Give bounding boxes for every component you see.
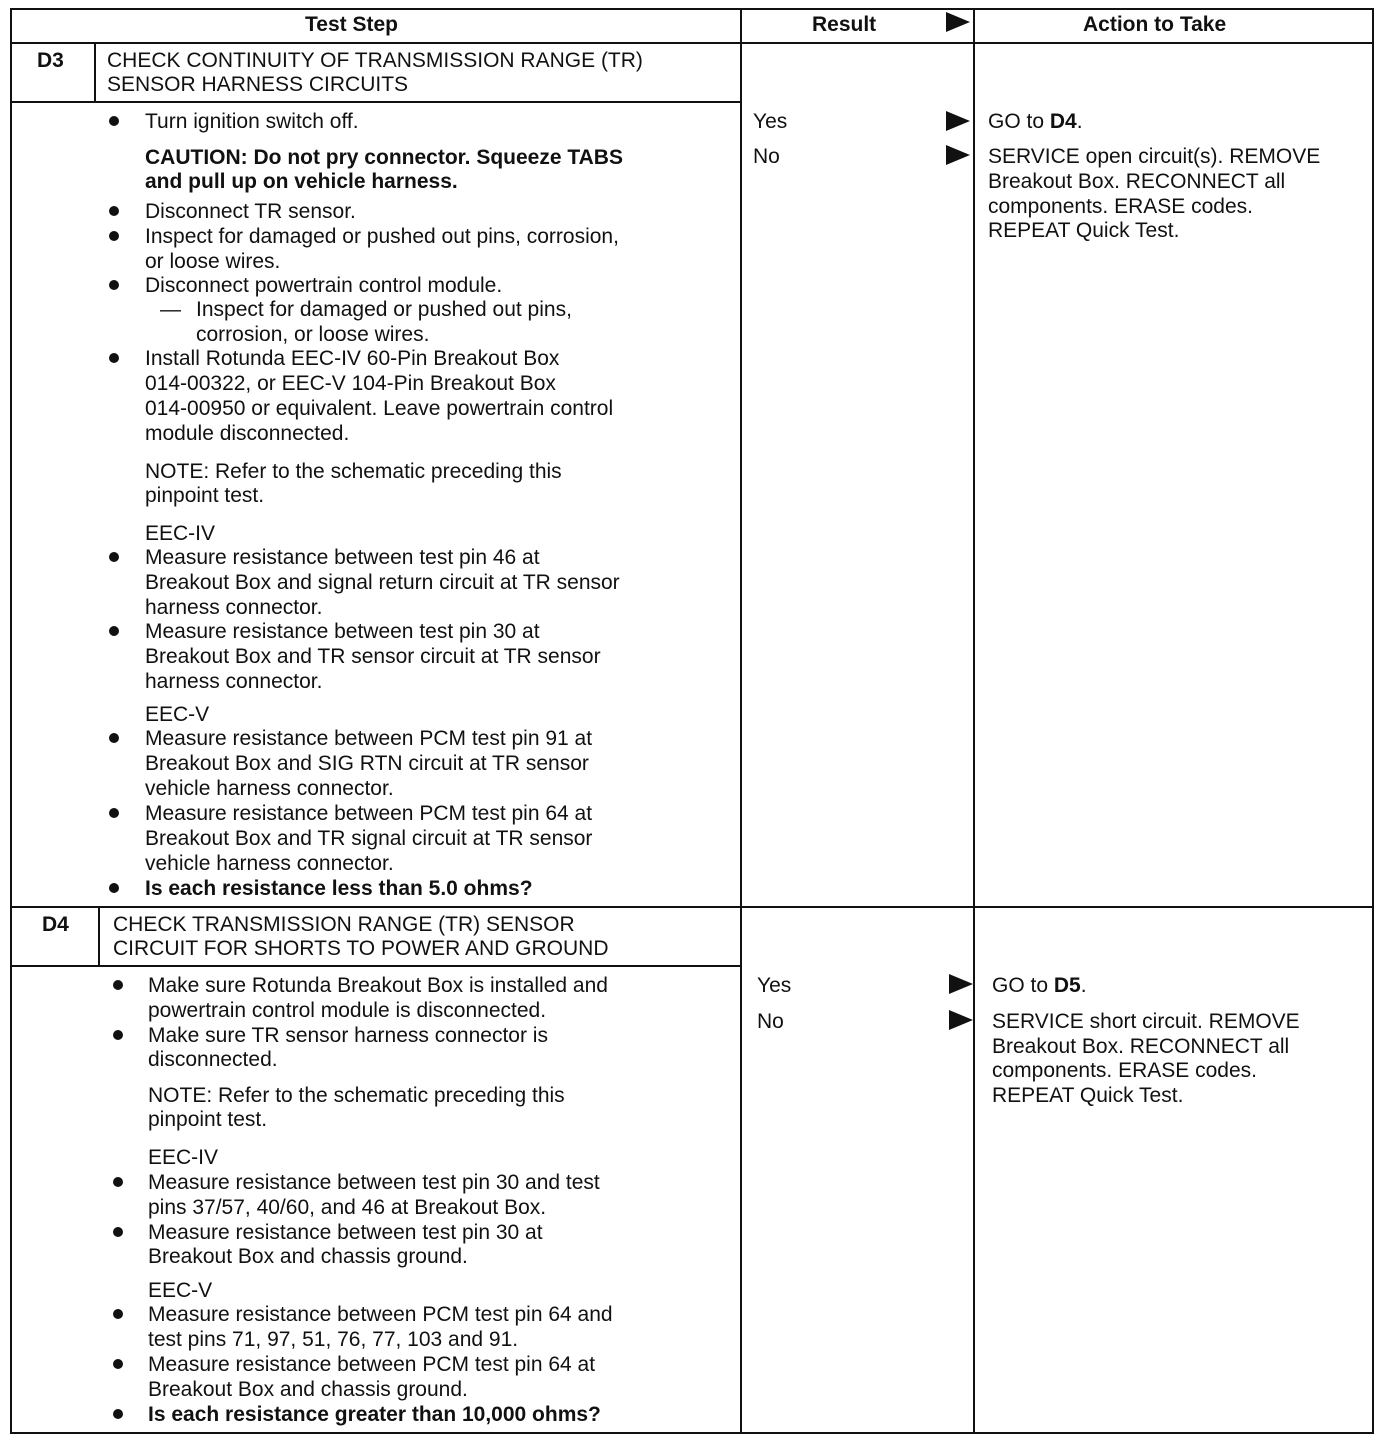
d3-line: 014-00322, or EEC-V 104-Pin Breakout Box xyxy=(145,372,556,395)
d3-result-no: No xyxy=(753,145,780,168)
arrow-right-icon xyxy=(946,111,970,131)
d4-title-line-1: CHECK TRANSMISSION RANGE (TR) SENSOR xyxy=(113,913,575,936)
bullet-icon xyxy=(109,883,119,893)
bullet-icon xyxy=(109,231,119,241)
bullet-icon xyxy=(113,1030,123,1040)
d3-line: Breakout Box and TR signal circuit at TR sensor xyxy=(145,827,593,850)
d4-note: pinpoint test. xyxy=(148,1108,268,1131)
dash-icon: — xyxy=(160,298,181,321)
d3-line: Inspect for damaged or pushed out pins, xyxy=(196,298,572,321)
d3-id-divider xyxy=(94,42,96,102)
d4-line: disconnected. xyxy=(148,1048,278,1071)
d4-step-id: D4 xyxy=(42,913,69,936)
d3-line: Install Rotunda EEC-IV 60-Pin Breakout Box xyxy=(145,347,560,370)
d4-result-no: No xyxy=(757,1010,784,1033)
bullet-icon xyxy=(113,1359,123,1369)
d4-title-line-2: CIRCUIT FOR SHORTS TO POWER AND GROUND xyxy=(113,937,609,960)
d4-subheading: EEC-IV xyxy=(148,1146,219,1169)
d3-action-no: REPEAT Quick Test. xyxy=(988,219,1180,242)
d3-line: harness connector. xyxy=(145,596,323,619)
arrow-right-icon xyxy=(946,145,970,165)
d4-line: Measure resistance between test pin 30 and test xyxy=(148,1171,600,1194)
d3-action-no: components. ERASE codes. xyxy=(988,195,1253,218)
arrow-right-icon xyxy=(949,974,973,994)
d4-line: powertrain control module is disconnected. xyxy=(148,999,547,1022)
d4-line: Breakout Box and chassis ground. xyxy=(148,1378,468,1401)
d4-line: pins 37/57, 40/60, and 46 at Breakout Box. xyxy=(148,1196,547,1219)
d3-line: Measure resistance between test pin 30 at xyxy=(145,620,540,643)
bullet-icon xyxy=(113,1309,123,1319)
d3-line: Breakout Box and TR sensor circuit at TR sensor xyxy=(145,645,601,668)
d4-line: test pins 71, 97, 51, 76, 77, 103 and 91. xyxy=(148,1328,519,1351)
arrow-right-icon xyxy=(949,1010,973,1030)
d3-note: NOTE: Refer to the schematic preceding this xyxy=(145,460,562,483)
bullet-icon xyxy=(109,552,119,562)
d3-line: Disconnect powertrain control module. xyxy=(145,274,503,297)
bullet-icon xyxy=(113,1227,123,1237)
d3-line: Breakout Box and signal return circuit at TR sensor xyxy=(145,571,620,594)
d4-line: Breakout Box and chassis ground. xyxy=(148,1245,468,1268)
d4-title-underline xyxy=(10,965,741,967)
bullet-icon xyxy=(113,1409,123,1419)
d4-line: Make sure Rotunda Breakout Box is installed and xyxy=(148,974,608,997)
d3-line: Turn ignition switch off. xyxy=(145,110,359,133)
header-result-arrow-icon xyxy=(946,12,970,32)
d3-action-yes: GO to D4. xyxy=(988,110,1083,133)
d3-subheading: EEC-IV xyxy=(145,522,216,545)
d3-line: Measure resistance between PCM test pin 64 at xyxy=(145,802,593,825)
d4-action-yes: GO to D5. xyxy=(992,974,1087,997)
d3-action-no: Breakout Box. RECONNECT all xyxy=(988,170,1286,193)
header-divider xyxy=(10,42,1374,44)
d4-subheading: EEC-V xyxy=(148,1279,213,1302)
d4-action-yes-target: D5 xyxy=(1053,974,1081,997)
table-border-left xyxy=(10,8,12,1434)
d4-line: Measure resistance between PCM test pin 64 at xyxy=(148,1353,596,1376)
d3-line: corrosion, or loose wires. xyxy=(196,323,430,346)
d3-line: Measure resistance between test pin 46 at xyxy=(145,546,540,569)
d3-line: harness connector. xyxy=(145,670,323,693)
bullet-icon xyxy=(113,980,123,990)
header-test-step: Test Step xyxy=(305,13,398,36)
row-divider-d3-d4 xyxy=(10,906,1374,908)
bullet-icon xyxy=(109,206,119,216)
d3-line: or loose wires. xyxy=(145,250,281,273)
table-border-bottom xyxy=(10,1432,1374,1434)
d3-action-yes-target: D4 xyxy=(1049,110,1077,133)
header-result: Result xyxy=(812,13,877,36)
d4-line: Measure resistance between PCM test pin 64 and xyxy=(148,1303,613,1326)
bullet-icon xyxy=(109,626,119,636)
d4-action-no: REPEAT Quick Test. xyxy=(992,1084,1184,1107)
bullet-icon xyxy=(109,808,119,818)
d3-caution: CAUTION: Do not pry connector. Squeeze TABS xyxy=(145,146,623,169)
d4-question: Is each resistance greater than 10,000 ohms? xyxy=(148,1403,601,1426)
d3-subheading: EEC-V xyxy=(145,703,210,726)
d4-line: Make sure TR sensor harness connector is xyxy=(148,1024,548,1047)
d3-line: vehicle harness connector. xyxy=(145,777,394,800)
d3-title-underline xyxy=(10,101,741,103)
bullet-icon xyxy=(113,1177,123,1187)
d3-line: 014-00950 or equivalent. Leave powertrain control xyxy=(145,397,614,420)
table-border-right xyxy=(1372,8,1374,1434)
d3-line: vehicle harness connector. xyxy=(145,852,394,875)
bullet-icon xyxy=(109,733,119,743)
d3-title-line-1: CHECK CONTINUITY OF TRANSMISSION RANGE (TR) xyxy=(107,49,643,72)
d3-question: Is each resistance less than 5.0 ohms? xyxy=(145,877,533,900)
bullet-icon xyxy=(109,116,119,126)
d3-result-yes: Yes xyxy=(753,110,788,133)
col-divider-result-action xyxy=(973,8,975,1434)
d3-caution: and pull up on vehicle harness. xyxy=(145,170,458,193)
d4-action-no: components. ERASE codes. xyxy=(992,1059,1257,1082)
d4-line: Measure resistance between test pin 30 at xyxy=(148,1221,543,1244)
d3-line: Measure resistance between PCM test pin 91 at xyxy=(145,727,593,750)
d4-result-yes: Yes xyxy=(757,974,792,997)
d3-step-id: D3 xyxy=(37,49,64,72)
d3-title-line-2: SENSOR HARNESS CIRCUITS xyxy=(107,73,409,96)
header-action: Action to Take xyxy=(1083,13,1227,36)
d3-line: module disconnected. xyxy=(145,422,350,445)
d4-note: NOTE: Refer to the schematic preceding this xyxy=(148,1084,565,1107)
d3-line: Inspect for damaged or pushed out pins, corrosion, xyxy=(145,225,619,248)
bullet-icon xyxy=(109,353,119,363)
d3-line: Disconnect TR sensor. xyxy=(145,200,356,223)
d4-action-no: SERVICE short circuit. REMOVE xyxy=(992,1010,1300,1033)
d4-id-divider xyxy=(98,906,100,966)
d4-action-no: Breakout Box. RECONNECT all xyxy=(992,1035,1290,1058)
bullet-icon xyxy=(109,280,119,290)
col-divider-step-result xyxy=(740,8,742,1434)
table-border-top xyxy=(10,8,1374,10)
d3-note: pinpoint test. xyxy=(145,484,265,507)
d3-action-no: SERVICE open circuit(s). REMOVE xyxy=(988,145,1321,168)
d3-line: Breakout Box and SIG RTN circuit at TR sensor xyxy=(145,752,589,775)
